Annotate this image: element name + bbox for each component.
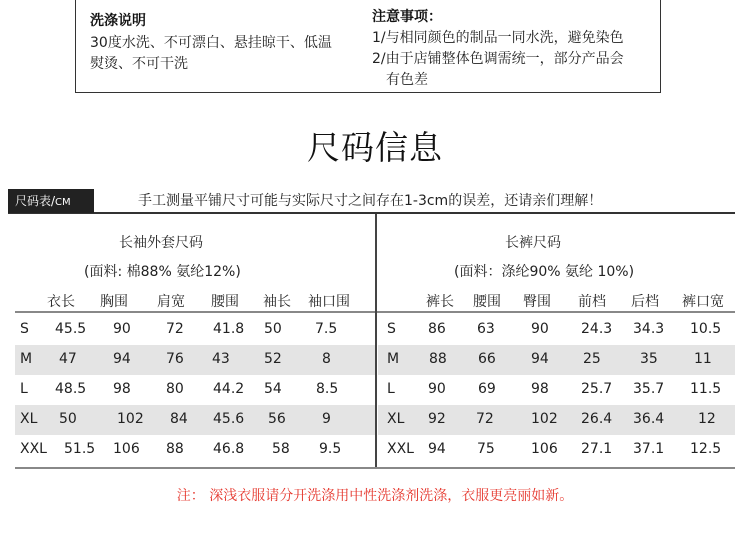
pants-table-cell: 69 (478, 381, 496, 397)
size-chart-tab (8, 189, 94, 213)
size-chart-tab-label: 尺码表/ (15, 194, 56, 208)
size-chart-tab-unit: CM (55, 197, 71, 208)
table-divider (375, 214, 377, 467)
pants-table-cell: 26.4 (581, 411, 613, 427)
wash-instructions-line-1: 30度水洗、不可漂白、悬挂晾干、低温 (90, 35, 332, 51)
jacket-table-cell: 43 (212, 351, 230, 367)
jacket-header-cell: 腰围 (211, 294, 239, 310)
page-title: 尺码信息 (307, 128, 443, 167)
jacket-size-label: S (20, 321, 29, 337)
pants-section-title: 长裤尺码 (505, 235, 561, 251)
jacket-header-cell: 肩宽 (157, 294, 185, 310)
pants-table-cell: 90 (531, 321, 549, 337)
jacket-table-cell: 51.5 (64, 441, 96, 457)
jacket-table-cell: 102 (117, 411, 144, 427)
jacket-table-cell: 7.5 (315, 321, 338, 337)
pants-size-label: XL (387, 411, 405, 427)
jacket-table-cell: 106 (113, 441, 140, 457)
pants-table-cell: 98 (531, 381, 549, 397)
jacket-header-cell: 衣长 (47, 294, 75, 310)
pants-header-cell: 裤口宽 (682, 294, 724, 310)
jacket-table-cell: 50 (264, 321, 282, 337)
measurement-hint: 手工测量平铺尺寸可能与实际尺寸之间存在1-3cm的误差，还请亲们理解！ (138, 193, 603, 209)
wash-instructions-title: 洗涤说明 (90, 13, 146, 29)
pants-header-cell: 后档 (631, 294, 659, 310)
pants-table-cell: 72 (476, 411, 494, 427)
jacket-table-cell: 8 (322, 351, 331, 367)
jacket-table-cell: 58 (272, 441, 290, 457)
notice-line-3: 有色差 (386, 72, 428, 88)
pants-table-cell: 92 (428, 411, 446, 427)
pants-table-cell: 35.7 (633, 381, 665, 397)
pants-table-cell: 12.5 (690, 441, 722, 457)
pants-table-cell: 88 (429, 351, 447, 367)
jacket-table-cell: 9.5 (319, 441, 342, 457)
pants-table-cell: 94 (428, 441, 446, 457)
jacket-section-title: 长袖外套尺码 (119, 235, 203, 251)
jacket-table-cell: 46.8 (213, 441, 245, 457)
pants-table-cell: 24.3 (581, 321, 613, 337)
pants-table-cell: 94 (531, 351, 549, 367)
pants-header-cell: 裤长 (426, 294, 454, 310)
jacket-table-cell: 45.6 (213, 411, 245, 427)
jacket-table-cell: 80 (166, 381, 184, 397)
jacket-size-label: XXL (20, 441, 47, 457)
notice-line-1: 1/与相同颜色的制品一同水洗，避免染色 (372, 30, 624, 46)
pants-table-cell: 36.4 (633, 411, 665, 427)
pants-table-cell: 35 (640, 351, 658, 367)
pants-table-cell: 10.5 (690, 321, 722, 337)
pants-table-cell: 66 (478, 351, 496, 367)
jacket-table-cell: 76 (166, 351, 184, 367)
pants-table-cell: 86 (428, 321, 446, 337)
pants-table-cell: 11.5 (690, 381, 722, 397)
jacket-size-label: XL (20, 411, 38, 427)
pants-size-label: S (387, 321, 396, 337)
pants-size-label: L (387, 381, 395, 397)
pants-table-cell: 90 (428, 381, 446, 397)
jacket-table-cell: 90 (113, 321, 131, 337)
jacket-table-cell: 56 (268, 411, 286, 427)
jacket-table-cell: 94 (113, 351, 131, 367)
pants-size-label: M (387, 351, 400, 367)
jacket-table-cell: 88 (166, 441, 184, 457)
jacket-size-label: M (20, 351, 33, 367)
notice-line-2: 2/由于店铺整体色调需统一，部分产品会 (372, 51, 624, 67)
pants-table-cell: 34.3 (633, 321, 665, 337)
jacket-table-cell: 41.8 (213, 321, 245, 337)
pants-table-cell: 106 (531, 441, 558, 457)
jacket-table-cell: 50 (59, 411, 77, 427)
jacket-table-cell: 45.5 (55, 321, 87, 337)
washing-note: 注： 深浅衣服请分开洗涤用中性洗涤剂洗涤，衣服更亮丽如新。 (176, 488, 574, 504)
jacket-header-cell: 袖口围 (308, 294, 350, 310)
wash-instructions-line-2: 熨烫、不可干洗 (90, 56, 188, 72)
pants-material: (面料：涤纶90% 氨纶 10%) (454, 264, 635, 280)
pants-header-cell: 前档 (578, 294, 606, 310)
jacket-table-cell: 9 (322, 411, 331, 427)
jacket-table-cell: 8.5 (316, 381, 339, 397)
pants-table-cell: 25.7 (581, 381, 613, 397)
jacket-material: (面料: 棉88% 氨纶12%) (84, 264, 241, 280)
jacket-table-cell: 72 (166, 321, 184, 337)
pants-table-cell: 37.1 (633, 441, 665, 457)
size-chart-header-rule (8, 212, 735, 214)
pants-table-cell: 25 (583, 351, 601, 367)
pants-size-label: XXL (387, 441, 414, 457)
jacket-table-cell: 98 (113, 381, 131, 397)
jacket-table-cell: 54 (264, 381, 282, 397)
jacket-table-cell: 84 (170, 411, 188, 427)
jacket-header-cell: 袖长 (263, 294, 291, 310)
pants-table-cell: 75 (477, 441, 495, 457)
jacket-header-cell: 胸围 (100, 294, 128, 310)
table-bottom-rule (15, 467, 735, 469)
jacket-table-cell: 47 (59, 351, 77, 367)
jacket-table-cell: 52 (264, 351, 282, 367)
jacket-table-cell: 44.2 (213, 381, 245, 397)
jacket-table-cell: 48.5 (55, 381, 87, 397)
jacket-size-label: L (20, 381, 28, 397)
pants-table-cell: 63 (477, 321, 495, 337)
pants-header-cell: 臀围 (523, 294, 551, 310)
pants-table-cell: 102 (531, 411, 558, 427)
pants-table-cell: 12 (698, 411, 716, 427)
pants-header-cell: 腰围 (473, 294, 501, 310)
pants-table-cell: 27.1 (581, 441, 613, 457)
notice-title: 注意事项： (372, 9, 442, 25)
pants-table-cell: 11 (694, 351, 712, 367)
